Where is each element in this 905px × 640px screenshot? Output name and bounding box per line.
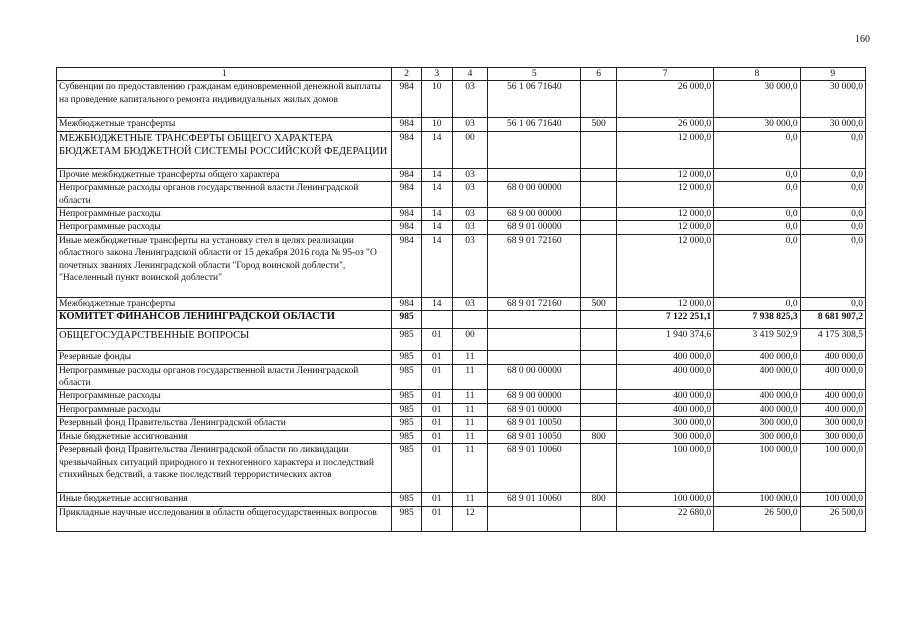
- amount-year-1-cell: 100 000,0: [617, 493, 714, 506]
- item-name-cell: Иные бюджетные ассигнования: [57, 493, 392, 506]
- item-name-cell: МЕЖБЮДЖЕТНЫЕ ТРАНСФЕРТЫ ОБЩЕГО ХАРАКТЕРА БЮДЖЕТАМ БЮДЖЕТНОЙ СИСТЕМЫ РОССИЙСКОЙ ФЕДЕРАЦИИ: [57, 131, 392, 168]
- subsection-code-cell: 00: [452, 131, 488, 168]
- amount-year-3-cell: 8 681 907,2: [800, 311, 865, 329]
- target-article-code-cell: [488, 168, 581, 181]
- amount-year-3-cell: 0,0: [800, 221, 865, 234]
- subsection-code-cell: 03: [452, 81, 488, 118]
- amount-year-3-cell: 400 000,0: [800, 390, 865, 403]
- item-name-cell: КОМИТЕТ ФИНАНСОВ ЛЕНИНГРАДСКОЙ ОБЛАСТИ: [57, 311, 392, 329]
- amount-year-3-cell: 0,0: [800, 182, 865, 208]
- ministry-code-cell: 984: [392, 168, 422, 181]
- item-name-cell: Субвенции по предоставлению гражданам единовременной денежной выплаты на проведение капитального ремонта индивидуальных жилых домов: [57, 81, 392, 118]
- amount-year-2-cell: 0,0: [714, 234, 800, 297]
- section-code-cell: 01: [421, 329, 452, 351]
- target-article-code-cell: 68 0 00 00000: [488, 182, 581, 208]
- amount-year-3-cell: 0,0: [800, 131, 865, 168]
- amount-year-3-cell: 30 000,0: [800, 81, 865, 118]
- expense-type-code-cell: [581, 403, 617, 416]
- amount-year-2-cell: 0,0: [714, 168, 800, 181]
- section-code-cell: 01: [421, 364, 452, 390]
- subsection-code-cell: 00: [452, 329, 488, 351]
- subsection-code-cell: 03: [452, 208, 488, 221]
- page-number: 160: [855, 34, 870, 45]
- ministry-code-cell: 984: [392, 208, 422, 221]
- amount-year-2-cell: 400 000,0: [714, 390, 800, 403]
- subsection-code-cell: 11: [452, 493, 488, 506]
- item-name-cell: Непрограммные расходы органов государственной власти Ленинградской области: [57, 364, 392, 390]
- table-row: [57, 493, 866, 506]
- table-row: [57, 364, 866, 390]
- amount-year-2-cell: 300 000,0: [714, 430, 800, 443]
- amount-year-1-cell: 400 000,0: [617, 403, 714, 416]
- section-code-cell: 10: [421, 81, 452, 118]
- target-article-code-cell: 68 9 01 00000: [488, 403, 581, 416]
- amount-year-3-cell: 0,0: [800, 297, 865, 310]
- subsection-code-cell: 03: [452, 118, 488, 131]
- amount-year-1-cell: 26 000,0: [617, 81, 714, 118]
- subsection-code-cell: [452, 311, 488, 329]
- ministry-code-cell: 984: [392, 234, 422, 297]
- expense-type-code-cell: [581, 444, 617, 493]
- target-article-code-cell: 68 9 01 72160: [488, 234, 581, 297]
- amount-year-1-cell: 300 000,0: [617, 417, 714, 430]
- table-row: [57, 182, 866, 208]
- subsection-code-cell: 03: [452, 168, 488, 181]
- expense-type-code-cell: [581, 364, 617, 390]
- amount-year-3-cell: 300 000,0: [800, 417, 865, 430]
- table-row: [57, 351, 866, 364]
- ministry-code-cell: 984: [392, 81, 422, 118]
- amount-year-3-cell: 100 000,0: [800, 444, 865, 493]
- expense-type-code-cell: 800: [581, 493, 617, 506]
- subsection-code-cell: 03: [452, 297, 488, 310]
- ministry-code-cell: 985: [392, 506, 422, 531]
- expense-type-code-cell: [581, 131, 617, 168]
- amount-year-3-cell: 300 000,0: [800, 430, 865, 443]
- item-name-cell: Иные бюджетные ассигнования: [57, 430, 392, 443]
- amount-year-3-cell: 0,0: [800, 234, 865, 297]
- table-row: [57, 329, 866, 351]
- subsection-code-cell: 11: [452, 351, 488, 364]
- expense-type-code-cell: [581, 81, 617, 118]
- ministry-code-cell: 985: [392, 493, 422, 506]
- table-row: [57, 390, 866, 403]
- section-code-cell: 14: [421, 131, 452, 168]
- amount-year-3-cell: 400 000,0: [800, 351, 865, 364]
- expense-type-code-cell: [581, 221, 617, 234]
- ministry-code-cell: 984: [392, 131, 422, 168]
- amount-year-1-cell: 7 122 251,1: [617, 311, 714, 329]
- column-number-4: 4: [452, 68, 488, 81]
- amount-year-1-cell: 400 000,0: [617, 364, 714, 390]
- amount-year-2-cell: 0,0: [714, 221, 800, 234]
- section-code-cell: 01: [421, 444, 452, 493]
- amount-year-2-cell: 30 000,0: [714, 81, 800, 118]
- item-name-cell: Непрограммные расходы органов государственной власти Ленинградской области: [57, 182, 392, 208]
- target-article-code-cell: 68 9 01 10060: [488, 444, 581, 493]
- target-article-code-cell: [488, 351, 581, 364]
- target-article-code-cell: 68 9 01 72160: [488, 297, 581, 310]
- column-number-8: 8: [714, 68, 800, 81]
- section-code-cell: 01: [421, 351, 452, 364]
- amount-year-2-cell: 0,0: [714, 131, 800, 168]
- item-name-cell: Непрограммные расходы: [57, 390, 392, 403]
- amount-year-1-cell: 12 000,0: [617, 182, 714, 208]
- amount-year-1-cell: 12 000,0: [617, 131, 714, 168]
- table-row: [57, 81, 866, 118]
- amount-year-1-cell: 400 000,0: [617, 390, 714, 403]
- column-number-5: 5: [488, 68, 581, 81]
- table-row: [57, 168, 866, 181]
- target-article-code-cell: [488, 506, 581, 531]
- column-number-1: 1: [57, 68, 392, 81]
- amount-year-3-cell: 26 500,0: [800, 506, 865, 531]
- amount-year-2-cell: 100 000,0: [714, 493, 800, 506]
- ministry-code-cell: 985: [392, 444, 422, 493]
- section-code-cell: 10: [421, 118, 452, 131]
- ministry-code-cell: 985: [392, 390, 422, 403]
- expense-type-code-cell: [581, 168, 617, 181]
- item-name-cell: Межбюджетные трансферты: [57, 297, 392, 310]
- item-name-cell: Резервный фонд Правительства Ленинградской области по ликвидации чрезвычайных ситуаций природного и техногенного характера и последствий стихийных бедствий, а также последствий террористических актов: [57, 444, 392, 493]
- target-article-code-cell: 56 1 06 71640: [488, 118, 581, 131]
- target-article-code-cell: 68 9 00 00000: [488, 390, 581, 403]
- target-article-code-cell: [488, 131, 581, 168]
- ministry-code-cell: 984: [392, 182, 422, 208]
- table-row: [57, 444, 866, 493]
- target-article-code-cell: [488, 329, 581, 351]
- table-row: [57, 417, 866, 430]
- item-name-cell: Непрограммные расходы: [57, 403, 392, 416]
- target-article-code-cell: 68 9 00 00000: [488, 208, 581, 221]
- column-number-2: 2: [392, 68, 422, 81]
- ministry-code-cell: 984: [392, 297, 422, 310]
- ministry-code-cell: 985: [392, 403, 422, 416]
- section-code-cell: 14: [421, 182, 452, 208]
- amount-year-3-cell: 100 000,0: [800, 493, 865, 506]
- subsection-code-cell: 11: [452, 390, 488, 403]
- section-code-cell: [421, 311, 452, 329]
- expense-type-code-cell: [581, 311, 617, 329]
- table-row: [57, 221, 866, 234]
- item-name-cell: Резервный фонд Правительства Ленинградской области: [57, 417, 392, 430]
- item-name-cell: Непрограммные расходы: [57, 208, 392, 221]
- amount-year-3-cell: 400 000,0: [800, 364, 865, 390]
- amount-year-1-cell: 26 000,0: [617, 118, 714, 131]
- expense-type-code-cell: [581, 182, 617, 208]
- table-row: [57, 311, 866, 329]
- section-code-cell: 01: [421, 493, 452, 506]
- table-row: [57, 131, 866, 168]
- amount-year-1-cell: 12 000,0: [617, 221, 714, 234]
- item-name-cell: Непрограммные расходы: [57, 221, 392, 234]
- ministry-code-cell: 984: [392, 118, 422, 131]
- amount-year-1-cell: 1 940 374,6: [617, 329, 714, 351]
- table-row: [57, 234, 866, 297]
- amount-year-2-cell: 400 000,0: [714, 364, 800, 390]
- section-code-cell: 01: [421, 506, 452, 531]
- item-name-cell: Резервные фонды: [57, 351, 392, 364]
- section-code-cell: 14: [421, 168, 452, 181]
- expense-type-code-cell: [581, 506, 617, 531]
- subsection-code-cell: 11: [452, 403, 488, 416]
- target-article-code-cell: 68 9 01 10050: [488, 417, 581, 430]
- amount-year-1-cell: 100 000,0: [617, 444, 714, 493]
- amount-year-2-cell: 100 000,0: [714, 444, 800, 493]
- budget-table: [56, 67, 866, 532]
- expense-type-code-cell: 800: [581, 430, 617, 443]
- subsection-code-cell: 03: [452, 234, 488, 297]
- expense-type-code-cell: [581, 390, 617, 403]
- expense-type-code-cell: [581, 234, 617, 297]
- amount-year-2-cell: 7 938 825,3: [714, 311, 800, 329]
- subsection-code-cell: 11: [452, 444, 488, 493]
- target-article-code-cell: 56 1 06 71640: [488, 81, 581, 118]
- amount-year-3-cell: 30 000,0: [800, 118, 865, 131]
- ministry-code-cell: 985: [392, 351, 422, 364]
- ministry-code-cell: 985: [392, 430, 422, 443]
- amount-year-1-cell: 12 000,0: [617, 234, 714, 297]
- amount-year-2-cell: 0,0: [714, 297, 800, 310]
- expense-type-code-cell: [581, 417, 617, 430]
- expense-type-code-cell: 500: [581, 297, 617, 310]
- ministry-code-cell: 985: [392, 329, 422, 351]
- amount-year-3-cell: 400 000,0: [800, 403, 865, 416]
- expense-type-code-cell: [581, 351, 617, 364]
- amount-year-2-cell: 400 000,0: [714, 351, 800, 364]
- amount-year-1-cell: 12 000,0: [617, 297, 714, 310]
- target-article-code-cell: 68 0 00 00000: [488, 364, 581, 390]
- table-header-row: [57, 68, 866, 81]
- table-row: [57, 403, 866, 416]
- subsection-code-cell: 12: [452, 506, 488, 531]
- amount-year-1-cell: 12 000,0: [617, 168, 714, 181]
- target-article-code-cell: 68 9 01 10060: [488, 493, 581, 506]
- subsection-code-cell: 03: [452, 221, 488, 234]
- target-article-code-cell: 68 9 01 10050: [488, 430, 581, 443]
- amount-year-1-cell: 400 000,0: [617, 351, 714, 364]
- item-name-cell: Прочие межбюджетные трансферты общего характера: [57, 168, 392, 181]
- amount-year-3-cell: 4 175 308,5: [800, 329, 865, 351]
- amount-year-2-cell: 3 419 502,9: [714, 329, 800, 351]
- column-number-9: 9: [800, 68, 865, 81]
- item-name-cell: Прикладные научные исследования в области общегосударственных вопросов: [57, 506, 392, 531]
- section-code-cell: 14: [421, 234, 452, 297]
- amount-year-2-cell: 30 000,0: [714, 118, 800, 131]
- item-name-cell: ОБЩЕГОСУДАРСТВЕННЫЕ ВОПРОСЫ: [57, 329, 392, 351]
- subsection-code-cell: 03: [452, 182, 488, 208]
- ministry-code-cell: 985: [392, 311, 422, 329]
- section-code-cell: 01: [421, 403, 452, 416]
- item-name-cell: Межбюджетные трансферты: [57, 118, 392, 131]
- ministry-code-cell: 984: [392, 221, 422, 234]
- section-code-cell: 14: [421, 221, 452, 234]
- target-article-code-cell: 68 9 01 00000: [488, 221, 581, 234]
- amount-year-3-cell: 0,0: [800, 168, 865, 181]
- subsection-code-cell: 11: [452, 417, 488, 430]
- table-row: [57, 208, 866, 221]
- amount-year-3-cell: 0,0: [800, 208, 865, 221]
- ministry-code-cell: 985: [392, 417, 422, 430]
- column-number-6: 6: [581, 68, 617, 81]
- expense-type-code-cell: [581, 329, 617, 351]
- table-row: [57, 118, 866, 131]
- expense-type-code-cell: [581, 208, 617, 221]
- column-number-3: 3: [421, 68, 452, 81]
- section-code-cell: 01: [421, 430, 452, 443]
- subsection-code-cell: 11: [452, 364, 488, 390]
- target-article-code-cell: [488, 311, 581, 329]
- table-row: [57, 297, 866, 310]
- expense-type-code-cell: 500: [581, 118, 617, 131]
- amount-year-1-cell: 12 000,0: [617, 208, 714, 221]
- column-number-7: 7: [617, 68, 714, 81]
- section-code-cell: 01: [421, 417, 452, 430]
- amount-year-2-cell: 0,0: [714, 208, 800, 221]
- section-code-cell: 14: [421, 297, 452, 310]
- table-row: [57, 430, 866, 443]
- amount-year-2-cell: 26 500,0: [714, 506, 800, 531]
- subsection-code-cell: 11: [452, 430, 488, 443]
- amount-year-2-cell: 300 000,0: [714, 417, 800, 430]
- section-code-cell: 01: [421, 390, 452, 403]
- item-name-cell: Иные межбюджетные трансферты на установку стел в целях реализации областного закона Ленинградской области от 15 декабря 2016 года № 95-оз "О почетных званиях Ленинградской области "Город воинской доблести", "Населенный пункт воинской доблести": [57, 234, 392, 297]
- amount-year-2-cell: 400 000,0: [714, 403, 800, 416]
- amount-year-2-cell: 0,0: [714, 182, 800, 208]
- section-code-cell: 14: [421, 208, 452, 221]
- amount-year-1-cell: 22 680,0: [617, 506, 714, 531]
- ministry-code-cell: 985: [392, 364, 422, 390]
- table-row: [57, 506, 866, 531]
- amount-year-1-cell: 300 000,0: [617, 430, 714, 443]
